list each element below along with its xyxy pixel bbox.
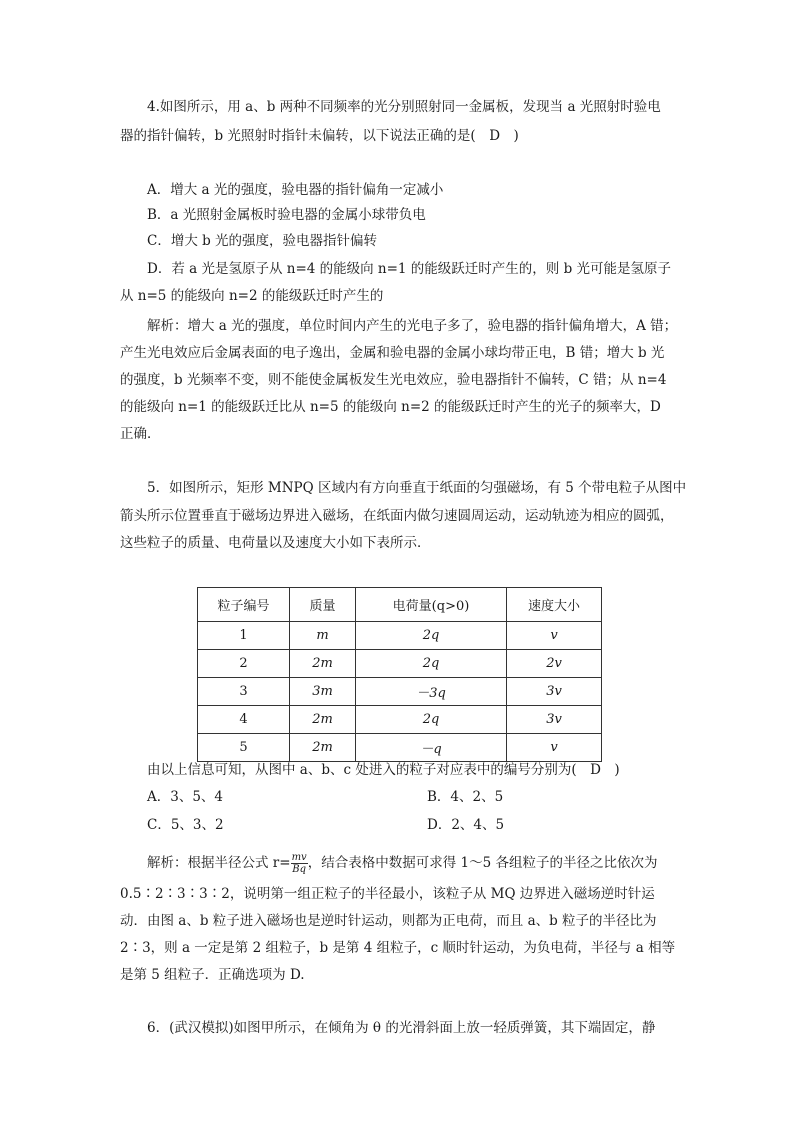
- q5-analysis-line1: [147, 850, 657, 876]
- q5-analysis-line5: 是第 5 组粒子．正确选项为 D.: [120, 967, 305, 983]
- q4-analysis-line3: 的强度，b 光频率不变，则不能使金属板发生光电效应，验电器指针不偏转，C 错；从 n=4: [120, 372, 667, 388]
- table-cell: 2m: [290, 734, 356, 762]
- table-cell: 2q: [356, 650, 507, 678]
- formula-numerator: mv: [291, 852, 307, 863]
- table-row: [198, 678, 602, 706]
- q5-analysis-line2: 0.5∶2∶3∶3∶2，说明第一组正粒子的半径最小，该粒子从 MQ 边界进入磁场逆时针运: [120, 886, 655, 902]
- analysis-prefix: 解析：根据半径公式 r=: [147, 855, 291, 871]
- q5-analysis-line3: 动．由图 a、b 粒子进入磁场也是逆时针运动，则都为正电荷，而且 a、b 粒子的半径比为: [120, 913, 657, 929]
- q4-stem-line2: 器的指针偏转，b 光照射时指针未偏转，以下说法正确的是( D ): [120, 128, 519, 144]
- q5-option-a: A．3、5、4: [147, 789, 224, 805]
- q4-analysis-line1: 解析：增大 a 光的强度，单位时间内产生的光电子多了，验电器的指针偏角增大，A 错；: [147, 318, 678, 334]
- q5-stem-line3: 这些粒子的质量、电荷量以及速度大小如下表所示．: [120, 535, 431, 551]
- table-cell: 3v: [507, 706, 602, 734]
- q4-option-a: A．增大 a 光的强度，验电器的指针偏角一定减小: [147, 182, 444, 198]
- q4-option-c: C．增大 b 光的强度，验电器指针偏转: [147, 233, 378, 249]
- q4-analysis-line4: 的能级向 n=1 的能级跃迁比从 n=5 的能级向 n=2 的能级跃迁时产生的光子的频率大，D: [120, 399, 661, 415]
- table-cell: v: [507, 622, 602, 650]
- table-cell: 5: [198, 734, 290, 762]
- table-cell: 2q: [356, 622, 507, 650]
- table-cell: 2m: [290, 650, 356, 678]
- q4-stem-line1: 4.如图所示，用 a、b 两种不同频率的光分别照射同一金属板，发现当 a 光照射时验电: [147, 99, 661, 115]
- q5-option-b: B．4、2、5: [427, 789, 504, 805]
- q4-option-d-line1: D．若 a 光是氢原子从 n=4 的能级向 n=1 的能级跃迁时产生的，则 b 光可能是氢原子: [147, 261, 672, 277]
- table-cell: 3m: [290, 678, 356, 706]
- table-row: [198, 622, 602, 650]
- table-cell: 1: [198, 622, 290, 650]
- table-header-row: [198, 588, 602, 622]
- table-cell: 3v: [507, 678, 602, 706]
- table-header-cell: 速度大小: [507, 588, 602, 622]
- table-cell: 3: [198, 678, 290, 706]
- q5-question: 由以上信息可知，从图中 a、b、c 处进入的粒子对应表中的编号分别为( D ): [147, 762, 620, 778]
- table-cell: 2v: [507, 650, 602, 678]
- table-header-cell: 质量: [290, 588, 356, 622]
- table-cell: v: [507, 734, 602, 762]
- table-header-cell: 粒子编号: [198, 588, 290, 622]
- table-cell: 4: [198, 706, 290, 734]
- table-row: [198, 650, 602, 678]
- table-row: [198, 706, 602, 734]
- radius-formula: [291, 852, 308, 875]
- q4-analysis-line2: 产生光电效应后金属表面的电子逸出，金属和验电器的金属小球均带正电，B 错；增大 b 光: [120, 345, 665, 361]
- q5-stem-line2: 箭头所示位置垂直于磁场边界进入磁场，在纸面内做匀速圆周运动，运动轨迹为相应的圆弧，: [120, 508, 674, 524]
- table-cell: 2q: [356, 706, 507, 734]
- table-cell: －q: [356, 734, 507, 762]
- table-cell: 2: [198, 650, 290, 678]
- table-cell: 2m: [290, 706, 356, 734]
- q5-option-c: C．5、3、2: [147, 817, 224, 833]
- table-cell: －3q: [356, 678, 507, 706]
- table-row: [198, 734, 602, 762]
- q5-option-d: D．2、4、5: [427, 817, 505, 833]
- q6-stem-line1: 6．(武汉模拟)如图甲所示，在倾角为 θ 的光滑斜面上放一轻质弹簧，其下端固定，静: [147, 1020, 656, 1036]
- table-cell: m: [290, 622, 356, 650]
- q4-option-b: B．a 光照射金属板时验电器的金属小球带负电: [147, 207, 426, 223]
- particle-table: [197, 587, 602, 762]
- q4-analysis-line5: 正确．: [120, 426, 161, 442]
- q4-option-d-line2: 从 n=5 的能级向 n=2 的能级跃迁时产生的: [120, 288, 384, 304]
- table-header-cell: 电荷量(q>0): [356, 588, 507, 622]
- formula-denominator: Bq: [292, 864, 306, 875]
- q5-analysis-line4: 2∶3，则 a 一定是第 2 组粒子，b 是第 4 组粒子，c 顺时针运动，为负电荷，半径与 a 相等: [120, 940, 676, 956]
- q5-stem-line1: 5．如图所示，矩形 MNPQ 区域内有方向垂直于纸面的匀强磁场，有 5 个带电粒子从图中: [147, 480, 687, 496]
- analysis-suffix: ，结合表格中数据可求得 1～5 各组粒子的半径之比依次为: [307, 855, 658, 871]
